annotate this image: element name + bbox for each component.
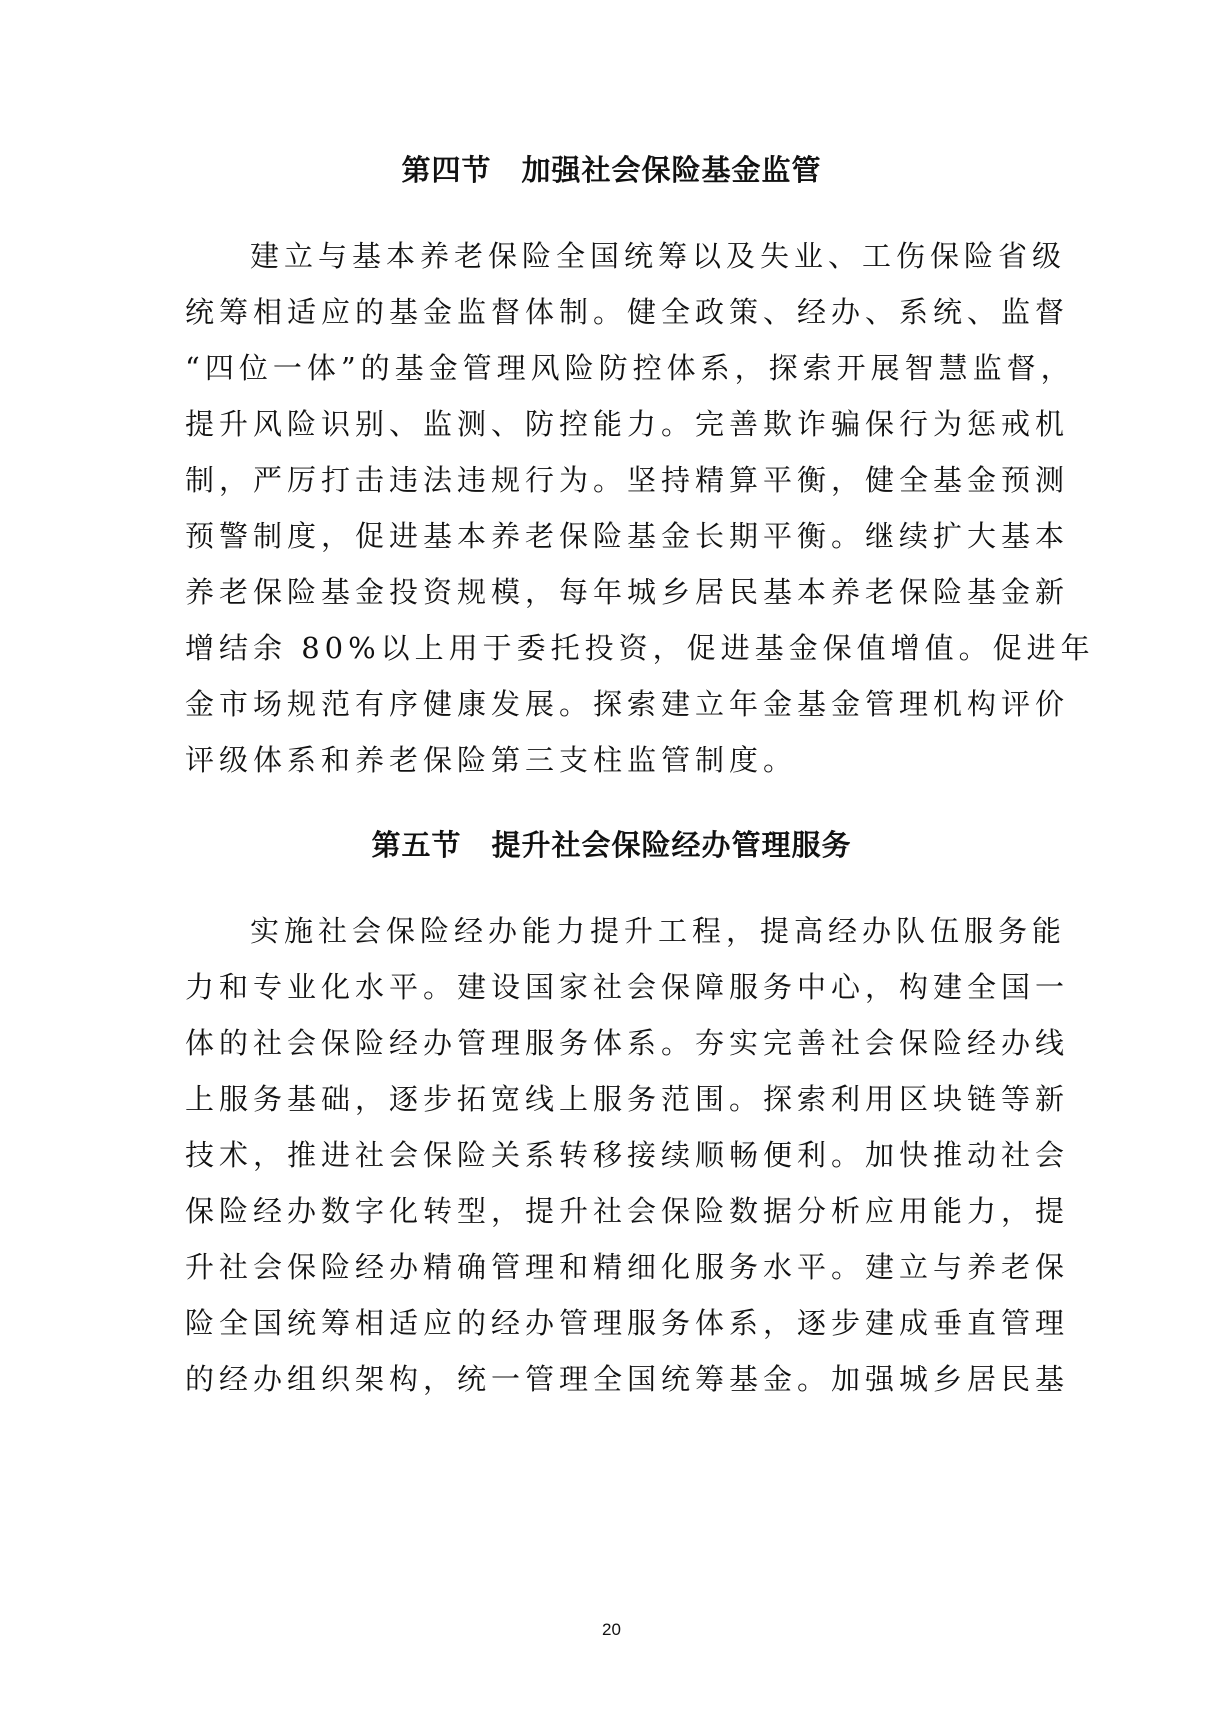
section-5-line: 的经办组织架构，统一管理全国统筹基金。加强城乡居民基: [185, 1362, 1070, 1396]
section-5-line: 实施社会保险经办能力提升工程，提高经办队伍服务能: [250, 914, 1067, 948]
section-4-line: 金市场规范有序健康发展。探索建立年金基金管理机构评价: [185, 687, 1070, 721]
section-4-line: 建立与基本养老保险全国统筹以及失业、工伤保险省级: [250, 239, 1067, 273]
section-4-line: 统筹相适应的基金监督体制。健全政策、经办、系统、监督: [185, 295, 1070, 329]
section-4-line: 增结余 80%以上用于委托投资，促进基金保值增值。促进年: [185, 631, 1095, 665]
section-4-line: “四位一体”的基金管理风险防控体系，探索开展智慧监督，: [185, 351, 1075, 385]
page-number: 20: [602, 1620, 621, 1639]
section-5-line: 体的社会保险经办管理服务体系。夯实完善社会保险经办线: [185, 1026, 1070, 1060]
section-4-line: 养老保险基金投资规模，每年城乡居民基本养老保险基金新: [185, 575, 1070, 609]
section-5-line: 险全国统筹相适应的经办管理服务体系，逐步建成垂直管理: [185, 1306, 1070, 1340]
section-5-heading: 第五节 提升社会保险经办管理服务: [371, 828, 852, 862]
section-5-line: 上服务基础，逐步拓宽线上服务范围。探索利用区块链等新: [185, 1082, 1070, 1116]
section-4-line: 提升风险识别、监测、防控能力。完善欺诈骗保行为惩戒机: [185, 407, 1070, 441]
section-4-heading: 第四节 加强社会保险基金监管: [401, 153, 822, 187]
section-5-line: 技术，推进社会保险关系转移接续顺畅便利。加快推动社会: [185, 1138, 1070, 1172]
section-5-line: 力和专业化水平。建设国家社会保障服务中心，构建全国一: [185, 970, 1070, 1004]
section-4-line: 制，严厉打击违法违规行为。坚持精算平衡，健全基金预测: [185, 463, 1070, 497]
section-5-line: 保险经办数字化转型，提升社会保险数据分析应用能力，提: [185, 1194, 1070, 1228]
section-5-line: 升社会保险经办精确管理和精细化服务水平。建立与养老保: [185, 1250, 1070, 1284]
section-4-line: 预警制度，促进基本养老保险基金长期平衡。继续扩大基本: [185, 519, 1070, 553]
section-4-line: 评级体系和养老保险第三支柱监管制度。: [185, 743, 798, 777]
